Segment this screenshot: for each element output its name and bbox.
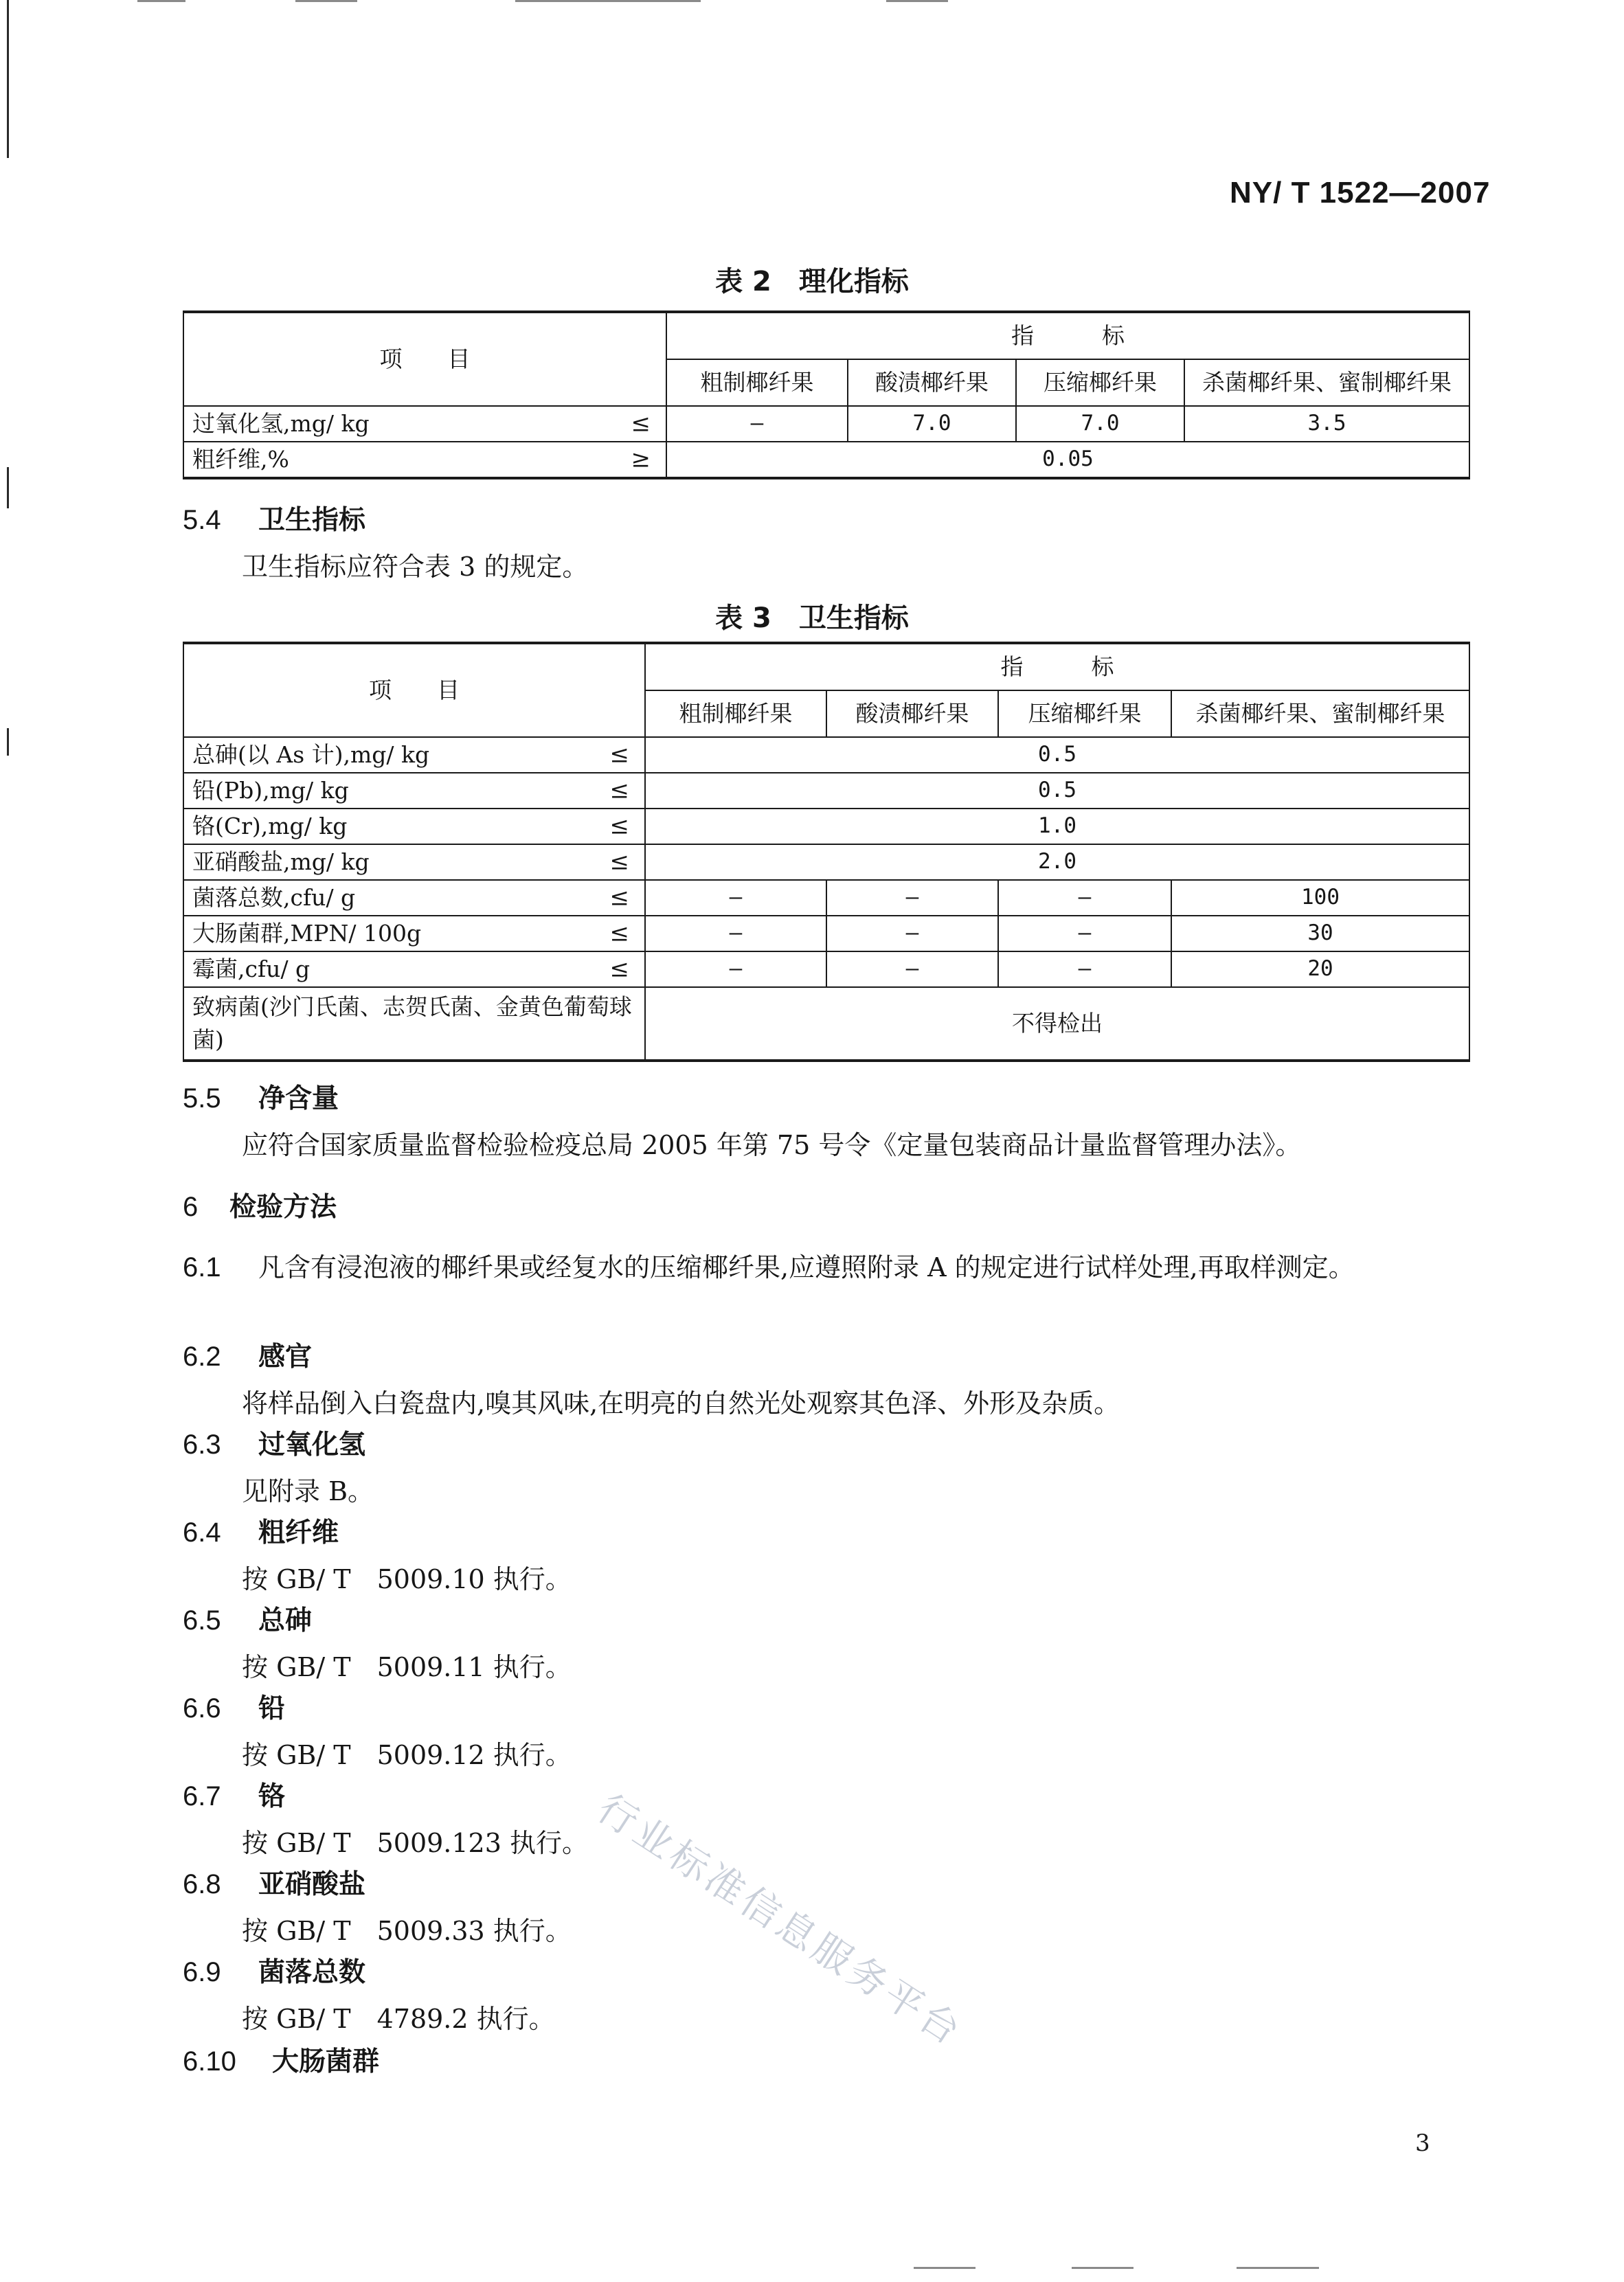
scan-mark [1237, 2267, 1319, 2269]
section-title: 铬 [258, 1781, 286, 1812]
section-text: 按 GB/ T 5009.11 执行。 [242, 1652, 572, 1682]
scan-mark [1072, 2267, 1134, 2269]
cell-value: 7.0 [1016, 406, 1184, 442]
section-title: 卫生指标 [258, 505, 366, 536]
cell-value-merged: 0.5 [645, 737, 1469, 773]
table2-caption: 表 2 理化指标 [715, 266, 909, 297]
cell-value-merged: 2.0 [645, 844, 1469, 880]
section-number: 6.6 [183, 1693, 221, 1724]
section-heading [183, 1951, 365, 1989]
row-item: 总砷(以 As 计),mg/ kg [192, 741, 430, 769]
table2-subcol: 酸渍椰纤果 [848, 359, 1016, 406]
limit-symbol: ≤ [609, 919, 629, 947]
section-title: 检验方法 [229, 1192, 337, 1223]
row-item: 霉菌,cfu/ g [192, 956, 311, 983]
section-number: 6.1 [183, 1252, 221, 1283]
standard-code: NY/ T 1522—2007 [1230, 176, 1491, 210]
section-number: 5.4 [183, 505, 221, 535]
row-item: 过氧化氢,mg/ kg [192, 410, 370, 438]
cell-value: — [826, 951, 998, 987]
limit-symbol: ≥ [631, 445, 651, 473]
section-text: 将样品倒入白瓷盘内,嗅其风味,在明亮的自然光处观察其色泽、外形及杂质。 [242, 1388, 1120, 1419]
cell-value: — [645, 951, 826, 987]
table2 [183, 310, 1470, 479]
section-text: 按 GB/ T 5009.10 执行。 [242, 1564, 572, 1594]
section-title: 过氧化氢 [258, 1430, 366, 1460]
table-row [183, 442, 1469, 478]
scan-mark [914, 2267, 975, 2269]
table-row [183, 916, 1469, 951]
cell-value: — [998, 880, 1171, 916]
row-item: 亚硝酸盐,mg/ kg [192, 848, 370, 876]
table-row [183, 737, 1469, 773]
limit-symbol: ≤ [609, 741, 629, 769]
section-title: 大肠菌群 [272, 2046, 380, 2077]
limit-symbol: ≤ [609, 883, 629, 912]
section-number: 6.2 [183, 1342, 221, 1372]
table3-index-header: 指 标 [645, 643, 1469, 690]
section-title: 净含量 [258, 1083, 339, 1114]
cell-value-merged: 0.05 [666, 442, 1469, 478]
section-title: 粗纤维 [258, 1517, 339, 1548]
binding-edge [7, 728, 9, 756]
cell-value: 100 [1171, 880, 1469, 916]
row-item: 粗纤维,% [192, 446, 289, 473]
scan-mark [886, 0, 948, 2]
scan-mark [295, 0, 357, 2]
section-heading [183, 1599, 312, 1638]
row-item: 菌落总数,cfu/ g [192, 884, 356, 912]
binding-edge [7, 467, 9, 508]
table2-subcol: 压缩椰纤果 [1016, 359, 1184, 406]
section-text: 按 GB/ T 5009.33 执行。 [242, 1916, 572, 1946]
cell-value-merged: 1.0 [645, 809, 1469, 844]
page-number: 3 [1415, 2130, 1430, 2157]
table3-subcol: 压缩椰纤果 [998, 690, 1171, 737]
cell-value: 3.5 [1184, 406, 1469, 442]
section-heading [183, 1335, 312, 1374]
cell-value: — [645, 916, 826, 951]
table3-subcol: 酸渍椰纤果 [826, 690, 998, 737]
section-heading [183, 1423, 365, 1462]
row-item: 铅(Pb),mg/ kg [192, 777, 349, 804]
table2-item-header: 项 目 [183, 312, 666, 406]
section-text: 凡含有浸泡液的椰纤果或经复水的压缩椰纤果,应遵照附录 A 的规定进行试样处理,再取样测定。 [258, 1252, 1355, 1283]
section-number: 6.10 [183, 2046, 236, 2077]
section-title: 总砷 [258, 1605, 313, 1636]
limit-symbol: ≤ [631, 409, 651, 438]
section-text: 卫生指标应符合表 3 的规定。 [242, 552, 589, 582]
binding-edge [7, 0, 9, 158]
section-text: 按 GB/ T 5009.123 执行。 [242, 1828, 588, 1858]
section-heading [183, 1687, 285, 1726]
table3 [183, 642, 1470, 1062]
table-row [183, 773, 1469, 809]
table-row [183, 844, 1469, 880]
table3-subcol: 粗制椰纤果 [645, 690, 826, 737]
table-row [183, 951, 1469, 987]
cell-value: — [826, 916, 998, 951]
section-title: 铅 [258, 1693, 286, 1724]
section-number: 6.8 [183, 1869, 221, 1899]
table-row [183, 987, 1469, 1061]
section-number: 6.5 [183, 1605, 221, 1636]
section-heading [183, 1863, 365, 1901]
row-item: 大肠菌群,MPN/ 100g [192, 920, 422, 947]
cell-value: 30 [1171, 916, 1469, 951]
section-heading [183, 1775, 285, 1814]
section-number: 6 [183, 1192, 199, 1222]
section-heading [183, 2040, 379, 2079]
section-number: 6.7 [183, 1781, 221, 1811]
section-number: 6.3 [183, 1430, 221, 1460]
limit-symbol: ≤ [609, 955, 629, 983]
section-text: 见附录 B。 [242, 1476, 374, 1506]
section-text: 按 GB/ T 4789.2 执行。 [242, 2004, 555, 2034]
table2-subcol: 杀菌椰纤果、蜜制椰纤果 [1184, 359, 1469, 406]
table3-caption: 表 3 卫生指标 [715, 602, 909, 634]
row-item: 铬(Cr),mg/ kg [192, 813, 348, 840]
cell-value-merged: 不得检出 [645, 987, 1469, 1061]
section-number: 6.9 [183, 1957, 221, 1987]
cell-value: 20 [1171, 951, 1469, 987]
table3-item-header: 项 目 [183, 643, 645, 737]
scan-mark [515, 0, 701, 2]
limit-symbol: ≤ [609, 776, 629, 804]
section-heading [183, 1077, 339, 1116]
section-heading [183, 1511, 339, 1550]
cell-value: — [826, 880, 998, 916]
section-heading [183, 499, 365, 537]
table2-subcol: 粗制椰纤果 [666, 359, 848, 406]
table-row [183, 880, 1469, 916]
section-text: 按 GB/ T 5009.12 执行。 [242, 1740, 572, 1770]
section-title: 菌落总数 [258, 1957, 366, 1988]
limit-symbol: ≤ [609, 812, 629, 840]
limit-symbol: ≤ [609, 848, 629, 876]
scan-mark [137, 0, 185, 2]
section-paragraph [183, 1245, 1467, 1290]
table2-index-header: 指 标 [666, 312, 1469, 359]
section-title: 感官 [258, 1342, 313, 1372]
section-number: 6.4 [183, 1517, 221, 1548]
watermark: 行业标准信息服务平台 [589, 1786, 971, 2056]
cell-value: — [645, 880, 826, 916]
section-number: 5.5 [183, 1083, 221, 1114]
table-row [183, 406, 1469, 442]
section-text: 应符合国家质量监督检验检疫总局 2005 年第 75 号令《定量包装商品计量监督管理办法》。 [242, 1130, 1302, 1160]
table-row [183, 809, 1469, 844]
cell-value: — [998, 916, 1171, 951]
cell-value: 7.0 [848, 406, 1016, 442]
table3-subcol: 杀菌椰纤果、蜜制椰纤果 [1171, 690, 1469, 737]
cell-value: — [666, 406, 848, 442]
section-title: 亚硝酸盐 [258, 1869, 366, 1900]
cell-value: — [998, 951, 1171, 987]
cell-value-merged: 0.5 [645, 773, 1469, 809]
section-heading [183, 1186, 337, 1224]
row-item: 致病菌(沙门氏菌、志贺氏菌、金黄色葡萄球菌) [183, 987, 645, 1061]
